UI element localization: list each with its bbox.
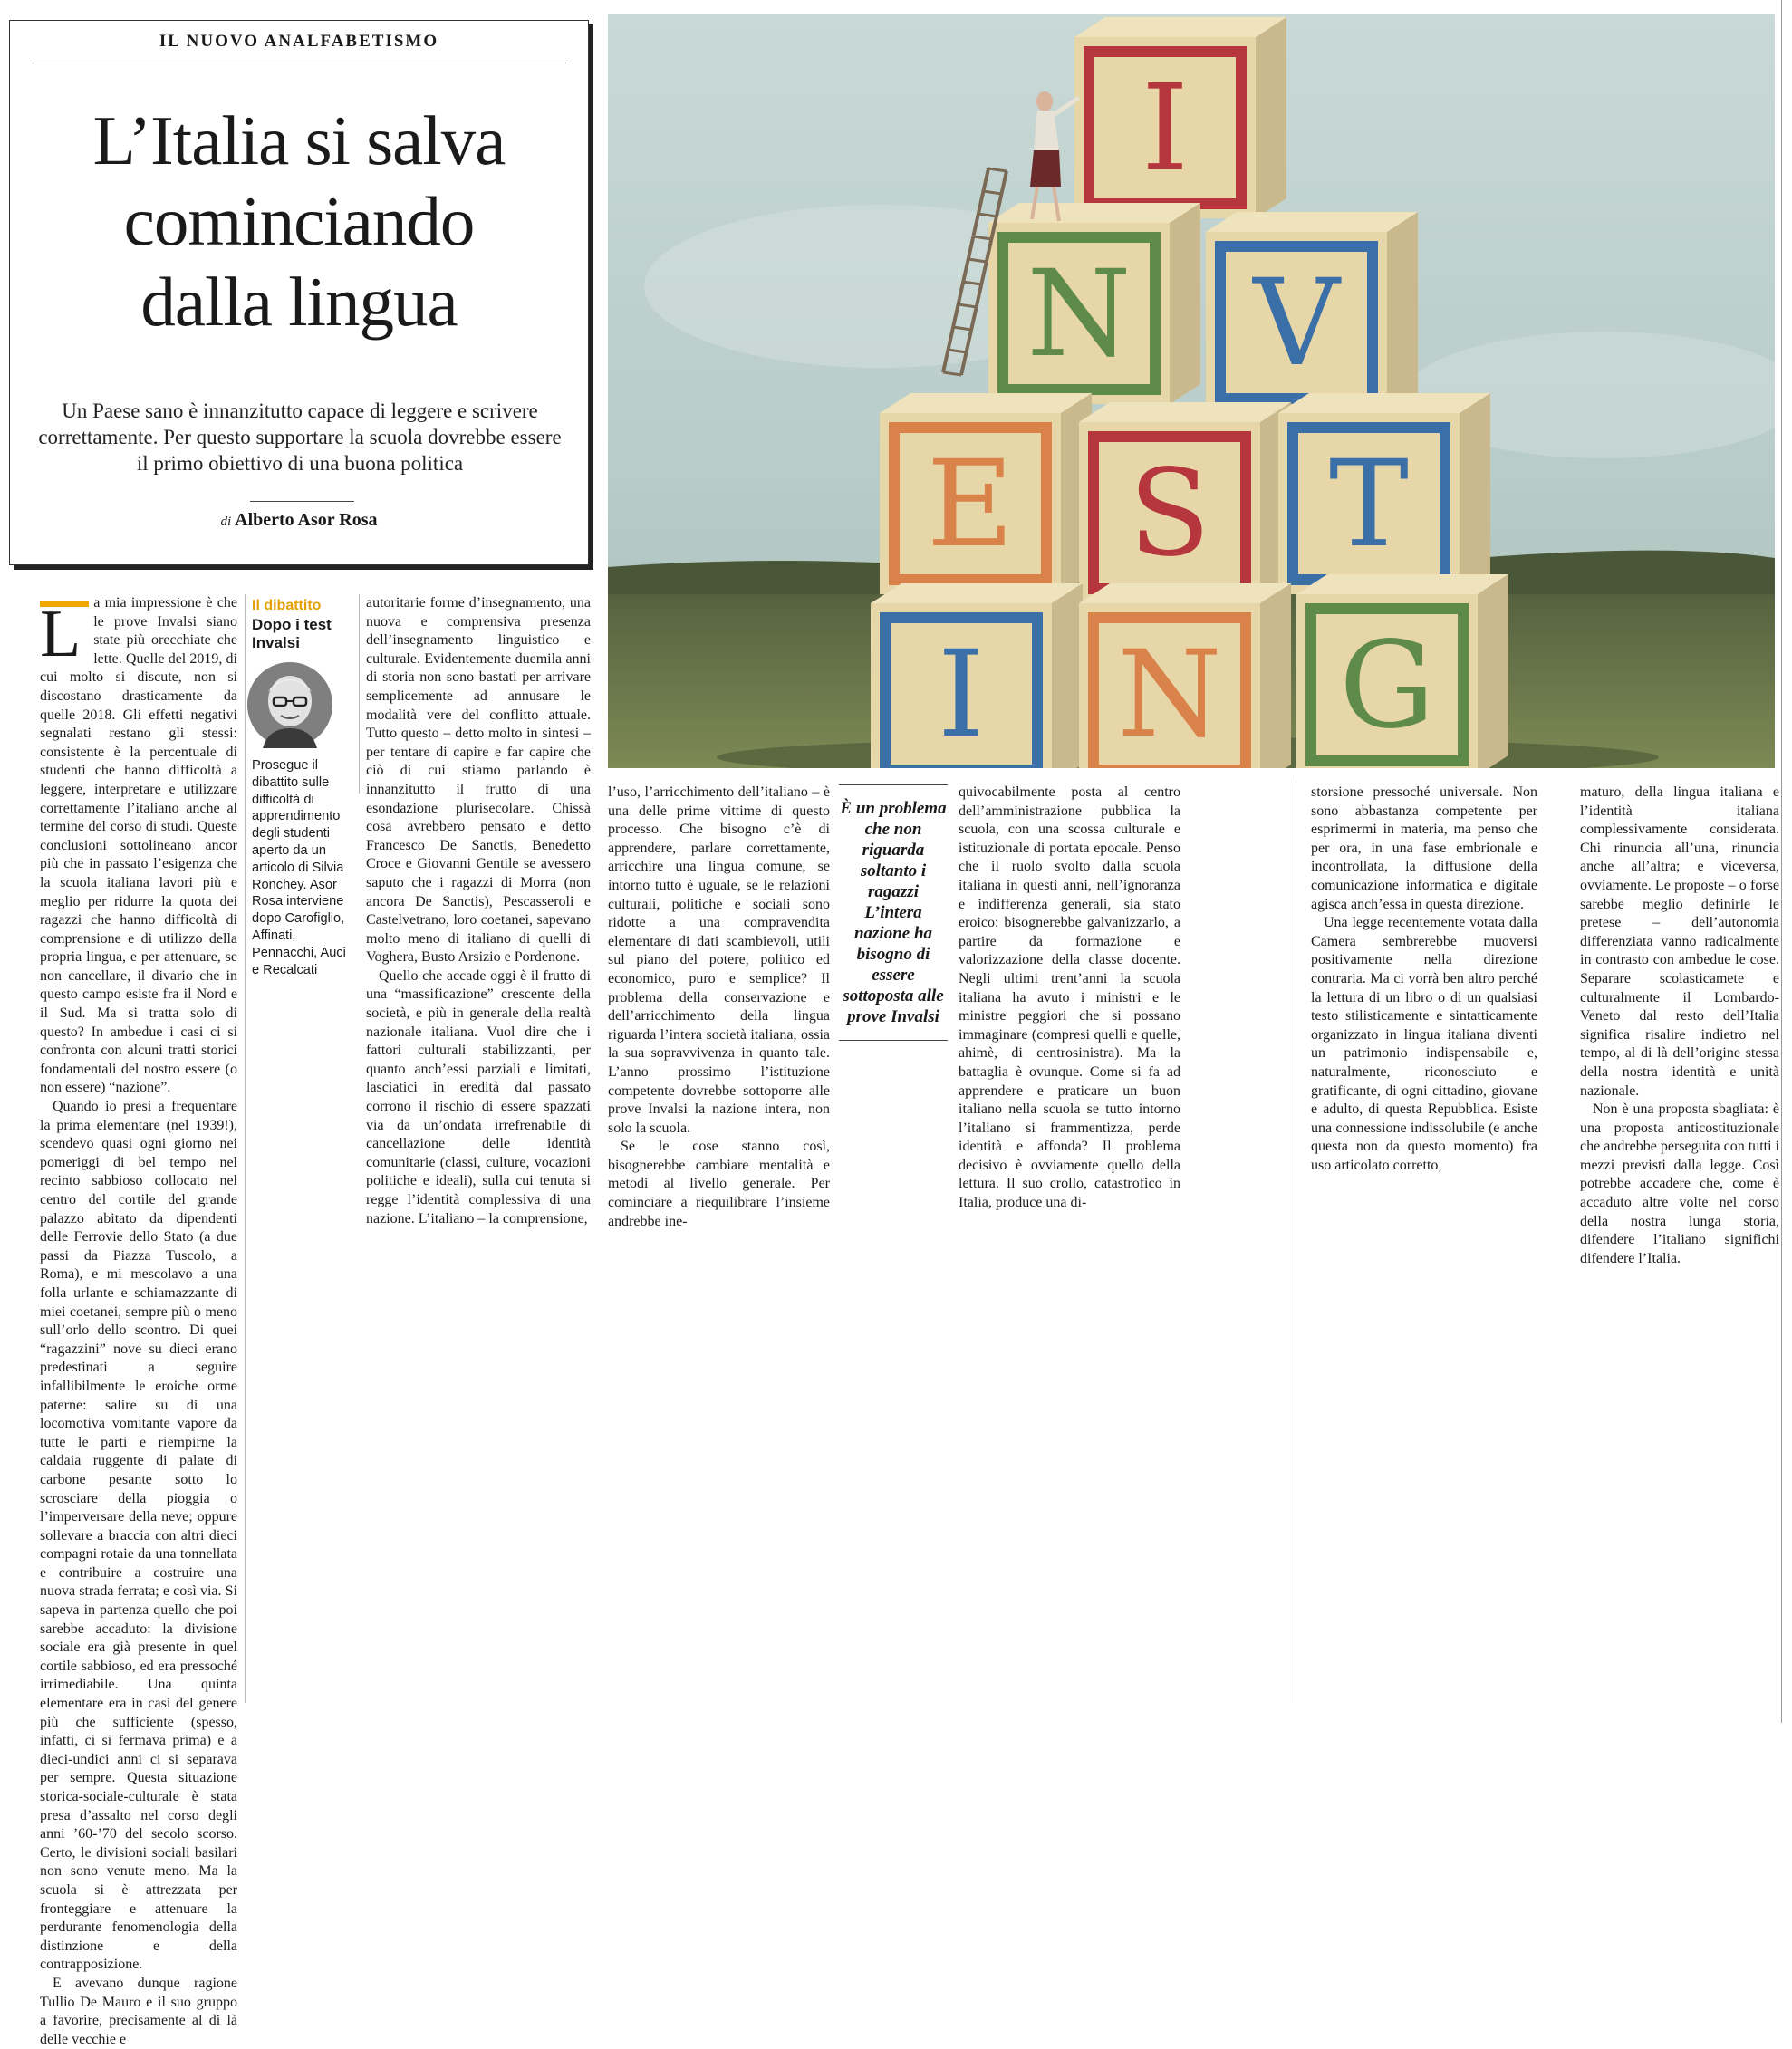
- byline-divider: [250, 501, 354, 502]
- article-column-6: [1580, 784, 1779, 1268]
- subtitle: Un Paese sano è innanzitutto capace di leggere e scrivere correttamente. Per questo supportare la scuola dovrebbe essere il primo obiettivo di una buona politica: [38, 399, 562, 475]
- column-divider: [245, 594, 246, 1703]
- article-paragraph: maturo, della lingua italiana e l’identità italiana complessivamente considerata. Chi rinuncia all’una, rinuncia anche all’altra; e viceversa, ovviamente. Le proposte – o forse sarebbe meglio definirle le pretese – dell’autonomia differenziata vanno radicalmente in contrasto con ambedue le cose. Separare scolasticamete e culturalmente il Lombardo-Veneto dal resto dell’Italia significa risalire indietro nel tempo, al di là dell’origine stessa della nostra identità e unità nazionale.: [1580, 784, 1779, 1099]
- drop-cap: L: [40, 597, 82, 671]
- article-paragraph: Quando io presi a frequentare la prima elementare (nel 1939!), scendevo quasi ogni giorno nei pomeriggi di bel tempo nel recinto sabbioso collocato nel centro del cortile del grande palazzo abitato da dipendenti delle Ferrovie dello Stato (a due passi da Piazza Tuscolo, a Roma), e mi mescolavo a una folla urlante e schiamazzante di miei coetanei, sempre più o meno sull’orlo dello scontro. Di quei “ragazzini” nove su dieci erano predestinati a seguire infallibilmente le eroiche orme paterne: salire su di una locomotiva vomitante vapore da tutte le parti e riempirne la caldaia ruggente di palate di carbone pesante sotto lo scrosciare della pioggia o l’imperversare della neve; oppure sollevare a braccia con altri dieci compagni rotaie da una tonnellata e contribuire a costruire una nuova strada ferrata; e così via. Si sapeva in partenza quello che poi sarebbe accaduto: la divisione sociale era già presente in quel cortile sabbioso, ed era pressoché irrimediabile. Una quinta elementare era in casi del genere più che sufficiente (spesso, infatti, ci si fermava prima) e a dieci-undici anni ci si separava per sempre. Questa situazione storica-sociale-culturale è stata presa d’assalto nel corso degli anni ’60-’70 del secolo scorso. Certo, le divisioni sociali basilari non sono venute meno. Ma la scuola si è attrezzata per fronteggiare e attenuare la perdurante fenomenologia della distinzione e della contrapposizione.: [40, 1099, 237, 1973]
- block-top: [1079, 402, 1291, 422]
- block-side: [1387, 212, 1418, 413]
- article-paragraph: Una legge recentemente votata dalla Camera sembrerebbe muoversi positivamente nella direzione contraria. Ma ci vorrà ben altro perché la lettura di un libro o di un qualsiasi testo stilisticamente e sintatticamente organizzato in lingua italiana diventi un patrimonio indispensabile e, naturalmente, riconosciuto e gratificante, di ogni cittadino, giovane e adulto, di questa Repubblica. Esiste una connessione indissolubile (e anche questa non da questo momento) fra uso articolato corretto,: [1311, 915, 1537, 1173]
- sidebar-text: Prosegue il dibattito sulle difficoltà di apprendimento degli studenti aperto da un articolo di Silvia Ronchey. Asor Rosa interviene dopo Carofiglio, Affinati, Pennacchi, Auci e Recalcati: [252, 758, 346, 977]
- block-letter: E: [926, 435, 1015, 574]
- article-column-3: [608, 784, 830, 1231]
- debate-sidebar: [252, 598, 352, 978]
- article-paragraph: autoritarie forme d’insegnamento, una nuova e comprensiva presenza dell’insegnamento linguistico e culturale. Evidentemente duemila anni di storia non sono bastati per arrivare semplicemente ad annusare le modalità vere del conflitto attuale. Tutto questo – detto molto in sintesi – per tentare di capire e far capire che ciò di cui stiamo parlando è innanzitutto il frutto di una esondazione plurisecolare. Chissà cosa avrebbero pensato e detto Francesco De Sanctis, Benedetto Croce e Giovanni Gentile se avessero saputo che i ragazzi di Morra (non ancora De Sanctis), Pescasseroli e Castelvetrano, loro coetanei, sapevano molto meno di italiano di quelli di Voghera, Busto Arsizio e Pordenone.: [366, 595, 591, 966]
- stacked-letter-blocks-illustration: [608, 14, 1775, 768]
- article-column-2: [366, 594, 591, 1228]
- paragraph-text: a mia impressione è che le prove Invalsi siano state più orecchiate che lette. Quelle del 2019, di cui molto si discute, non si discostano drasticamente da quelle 2018. Gli effetti negativi segnalati restano gli stessi: consistente è la percentuale di studenti che hanno difficoltà a leggere, interpretare e utilizzare correttamente l’italiano anche al termine del corso di studi. Queste conclusioni sottolineano ancor più che in passato l’esigenza che la scuola italiana lavori più e meglio per ridurre la quota dei ragazzi che hanno difficoltà di comprensione e di utilizzo della propria lingua, e per attenuare, se non cancellare, il divario che in questo campo esiste fra il Nord e il Sud. Ma si tratta solo di questo? In ambedue i casi ci si confronta con alcuni tratti storici fondamentali del nostro essere (o non essere) “nazione”.: [40, 595, 237, 1096]
- block-side: [1460, 393, 1490, 594]
- block-top: [1278, 393, 1490, 413]
- page-edge: [1781, 0, 1782, 1723]
- block-top: [880, 393, 1092, 413]
- block-top: [1074, 17, 1286, 37]
- byline-prefix: di: [220, 515, 232, 529]
- block-letter: G: [1339, 616, 1435, 755]
- article-column-1: [40, 594, 237, 2049]
- block-letter: V: [1253, 254, 1340, 393]
- article-paragraph: l’uso, l’arricchimento dell’italiano – è una delle prime vittime di questo processo. Che bisogno c’è di apprendere, parlare correttamente, arricchire una lingua comune, se intorno tutto è uguale, se le relazioni culturali, politiche e sociali sono ridotte a una compravendita elementare di dati scambievoli, utili sul piano del potere, politico ed economico, puro e semplice? Il problema della conservazione e dell’arricchimento della lingua riguarda l’intera società italiana, ossia la sua sopravvivenza in quanto tale. L’anno prossimo l’istituzione competente dovrebbe sottoporre alle prove Invalsi la nazione intera, non solo la scuola.: [608, 784, 830, 1136]
- article-paragraph: Non è una proposta sbagliata: è una proposta anticostituzionale che andrebbe perseguita con tutti i mezzi previsti dalla legge. Così potrebbe accadere che, come è accaduto altre volte nel corso della nostra lunga storia, difendere l’italiano significhi difendere l’Italia.: [1580, 1101, 1779, 1266]
- block-top: [988, 203, 1200, 223]
- author-name: Alberto Asor Rosa: [235, 510, 378, 530]
- article-paragraph: Quello che accade oggi è il frutto di una “massificazione” crescente della società, e più in generale della realtà nazionale italiana. Vuol dire che i fattori culturali stabilizzanti, per quanto anch’essi parziali e limitati, lasciatici in eredità dal passato corrono il rischio di essere spazzati via da un’ondata irrefrenabile di cancellazione delle identità comunitarie (classi, culture, vocazioni politiche e ideali), sulla cui tenuta si regge l’identità complessiva di una nazione. L’italiano – la comprensione,: [366, 967, 591, 1227]
- block-top: [1296, 574, 1508, 594]
- article-paragraph: Se le cose stanno così, bisognerebbe cambiare mentalità e metodi al livello generale. Per cominciare a riequilibrare l’insieme andrebbe ine-: [608, 1139, 830, 1229]
- section-kicker: IL NUOVO ANALFABETISMO: [159, 32, 439, 51]
- block-top: [1079, 583, 1291, 603]
- sidebar-title: Dopo i test Invalsi: [252, 616, 332, 651]
- block-side: [1478, 574, 1508, 768]
- block-side: [1170, 203, 1200, 404]
- block-top: [1206, 212, 1418, 232]
- headline: [10, 101, 588, 342]
- article-column-5: [1311, 784, 1537, 1175]
- pull-quote: È un problema che non riguarda soltanto i ragazzi L’intera nazione ha bisogno di essere sottoposta alle prove Invalsi: [839, 784, 948, 1041]
- block-side: [1052, 583, 1083, 768]
- headline-line: dalla lingua: [140, 263, 458, 341]
- block-letter: I: [1141, 59, 1190, 198]
- block-side: [1260, 583, 1291, 768]
- block-letter: N: [1026, 245, 1132, 384]
- block-letter: T: [1328, 435, 1410, 574]
- headline-line: cominciando: [123, 182, 475, 260]
- author-portrait: [246, 661, 333, 748]
- byline: [10, 510, 588, 531]
- block-top: [871, 583, 1083, 603]
- headline-line: L’Italia si salva: [92, 101, 506, 179]
- header-box: [9, 20, 589, 565]
- article-column-4: [959, 784, 1180, 1213]
- article-paragraph: E avevano dunque ragione Tullio De Mauro e il suo gruppo a favorire, precisamente al di là delle vecchie e: [40, 1975, 237, 2047]
- article-paragraph: storsione pressoché universale. Non sono abbastanza competente per esprimermi in materia, ma penso che per ora, in una fase embrionale e incontrollata, la diffusione della comunicazione informatica e digitale agisca anch’essa in questa direzione.: [1311, 784, 1537, 912]
- block-letter: N: [1117, 625, 1222, 765]
- block-side: [1256, 17, 1286, 218]
- column-divider: [359, 594, 360, 794]
- block-letter: I: [937, 625, 986, 765]
- sidebar-kicker: Il dibattito: [252, 598, 322, 613]
- article-paragraph: [40, 594, 237, 1098]
- illustration-svg: [608, 14, 1775, 768]
- article-paragraph: quivocabilmente posta al centro dell’amministrazione pubblica la scuola, con una scossa culturale e istituzionale di portata epocale. Penso che il ruolo svolto dalla scuola italiana in questi anni, nell’ignoranza e indifferenza generali, sia stato eroico: bisognerebbe galvanizzarlo, a partire da formazione e valorizzazione della classe docente. Negli ultimi trent’anni la scuola italiana ha avuto i ministri e le ministre peggiori che si possano immaginare (compresi quelli e quelle, ahimè, di centrosinistra). Ma la battaglia è ovunque. Come si fa ad apprendere e praticare un buon italiano nella scuola se tutto intorno l’italiano si frammentizza, perde identità e affonda? Il problema decisivo è ovviamente quello della lettura. Il suo crollo, catastrofico in Italia, produce una di-: [959, 784, 1180, 1211]
- block-letter: S: [1128, 444, 1211, 583]
